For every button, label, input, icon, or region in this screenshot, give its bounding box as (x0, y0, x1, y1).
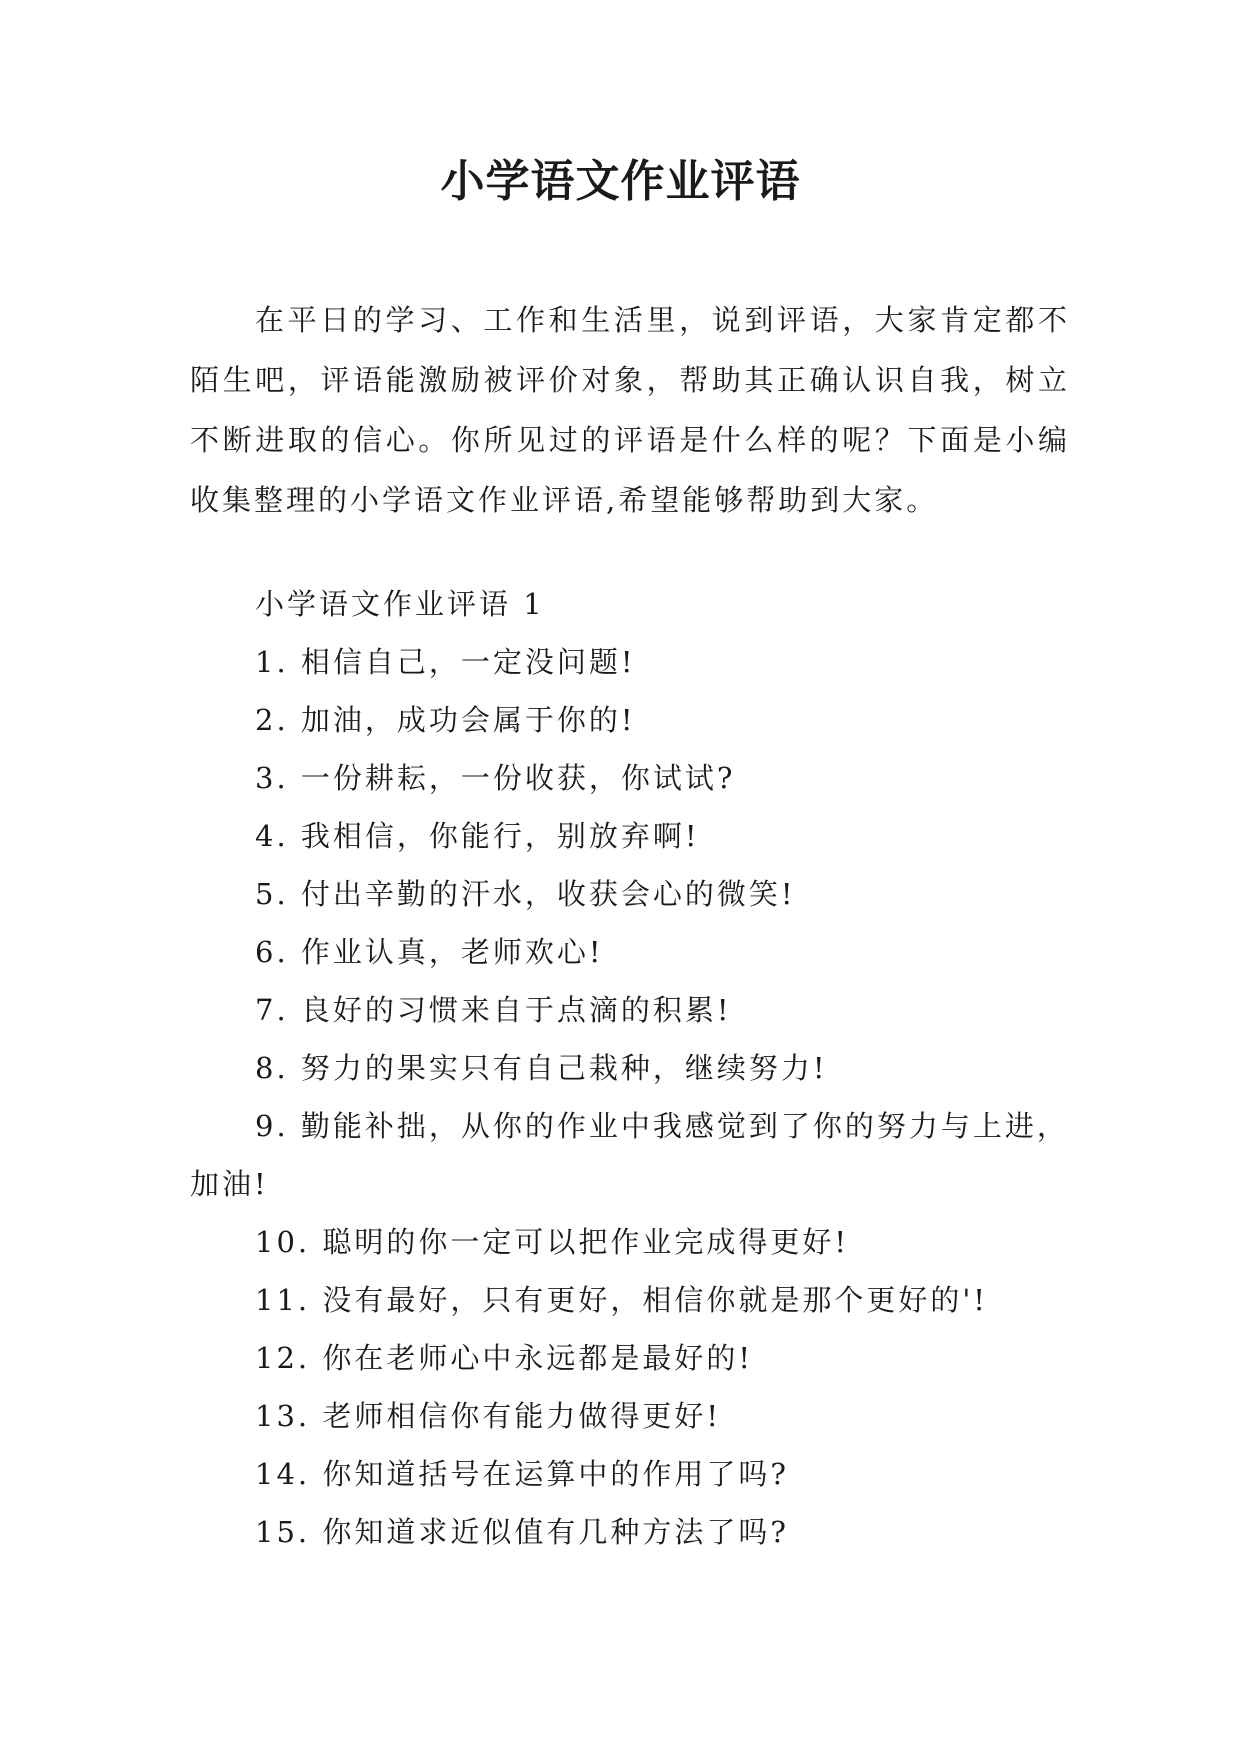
comment-item-4: 4. 我相信，你能行，别放弃啊! (255, 819, 700, 853)
comments-section (190, 575, 1070, 1561)
comment-item-11: 11. 没有最好，只有更好，相信你就是那个更好的'! (255, 1283, 988, 1317)
comment-item-8: 8. 努力的果实只有自己栽种，继续努力! (255, 1051, 828, 1085)
comment-list (190, 633, 1070, 1561)
comment-item-1: 1. 相信自己，一定没问题! (255, 645, 636, 679)
comment-item-2: 2. 加油，成功会属于你的! (255, 703, 636, 737)
comment-item-5: 5. 付出辛勤的汗水，收获会心的微笑! (255, 877, 796, 911)
comment-item-14: 14. 你知道括号在运算中的作用了吗? (255, 1457, 789, 1491)
intro-paragraph: 在平日的学习、工作和生活里，说到评语，大家肯定都不陌生吧，评语能激励被评价对象，帮助其正确认识自我，树立不断进取的信心。你所见过的评语是什么样的呢？下面是小编收集整理的小学语文作业评语,希望能够帮助到大家。 (190, 303, 1070, 517)
comment-item-9: 9. 勤能补拙，从你的作业中我感觉到了你的努力与上进，加油! (190, 1109, 1069, 1201)
comment-item-13: 13. 老师相信你有能力做得更好! (255, 1399, 721, 1433)
comment-item-6: 6. 作业认真，老师欢心! (255, 935, 604, 969)
comment-item-12: 12. 你在老师心中永远都是最好的! (255, 1341, 753, 1375)
comment-item-15: 15. 你知道求近似值有几种方法了吗? (255, 1515, 789, 1549)
comment-item-3: 3. 一份耕耘，一份收获，你试试? (255, 761, 736, 795)
document-title: 小学语文作业评语 (440, 156, 801, 207)
comment-item-10: 10. 聪明的你一定可以把作业完成得更好! (255, 1225, 849, 1259)
comment-item-7: 7. 良好的习惯来自于点滴的积累! (255, 993, 732, 1027)
section-heading: 小学语文作业评语 1 (255, 587, 545, 621)
